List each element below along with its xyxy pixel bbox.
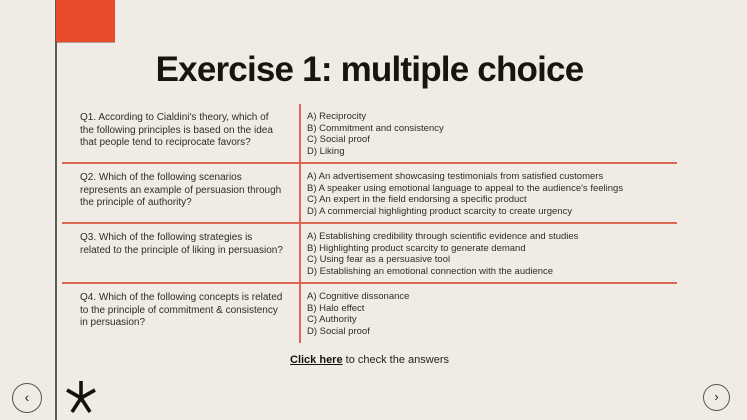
answer-option: C) Social proof xyxy=(307,134,370,145)
table-row-q3 xyxy=(62,224,677,284)
answer-option: D) A commercial highlighting product scarcity to create urgency xyxy=(307,205,573,217)
check-answers-note xyxy=(62,354,677,366)
answer-option: C) Authority xyxy=(307,314,357,325)
question-text: Q4. Which of the following concepts is related to the principle of commitment & consistency in persuasion? xyxy=(80,292,283,328)
column-divider xyxy=(299,104,301,343)
answer-option: C) Using fear as a persuasive tool xyxy=(307,254,451,265)
left-edge-rule xyxy=(55,0,57,420)
answer-option: C) An expert in the field endorsing a specific product xyxy=(307,194,527,205)
answer-option: A) Cognitive dissonance xyxy=(307,291,410,302)
prev-slide-button[interactable] xyxy=(12,383,42,413)
table-row-q2 xyxy=(62,164,677,224)
answer-option: B) Highlighting product scarcity to generate demand xyxy=(307,242,526,254)
answer-option: B) Commitment and consistency xyxy=(307,122,444,134)
check-answers-link[interactable]: Click here xyxy=(290,354,343,366)
answer-option: A) Establishing credibility through scientific evidence and studies xyxy=(307,231,579,242)
asterisk-logo-icon xyxy=(62,377,100,415)
answer-option: D) Establishing an emotional connection with the audience xyxy=(307,265,554,277)
answer-option: D) Liking xyxy=(307,145,345,157)
chevron-right-icon: › xyxy=(714,389,719,404)
question-table xyxy=(62,104,677,343)
chevron-left-icon: ‹ xyxy=(24,389,30,405)
question-text: Q2. Which of the following scenarios represents an example of persuasion through the principle of authority? xyxy=(80,172,282,208)
table-row-q1 xyxy=(62,104,677,164)
answer-options xyxy=(299,224,677,282)
answer-option: D) Social proof xyxy=(307,325,370,337)
accent-square xyxy=(56,0,115,42)
question-text: Q3. Which of the following strategies is related to the principle of liking in persuasion? xyxy=(80,232,283,256)
slide-title: Exercise 1: multiple choice xyxy=(155,50,584,89)
answer-option: B) Halo effect xyxy=(307,302,365,314)
answer-options xyxy=(299,164,677,222)
answer-option: B) A speaker using emotional language to appeal to the audience's feelings xyxy=(307,182,624,194)
answer-options xyxy=(299,104,677,162)
check-answers-rest: to check the answers xyxy=(342,354,449,366)
answer-option: A) Reciprocity xyxy=(307,111,367,122)
table-row-q4 xyxy=(62,284,677,343)
next-slide-button[interactable] xyxy=(703,384,730,411)
question-text: Q1. According to Cialdini's theory, which of the following principles is based on the idea that people tend to reciprocate favors? xyxy=(80,112,273,148)
answer-options xyxy=(299,284,677,343)
answer-option: A) An advertisement showcasing testimonials from satisfied customers xyxy=(307,171,604,182)
